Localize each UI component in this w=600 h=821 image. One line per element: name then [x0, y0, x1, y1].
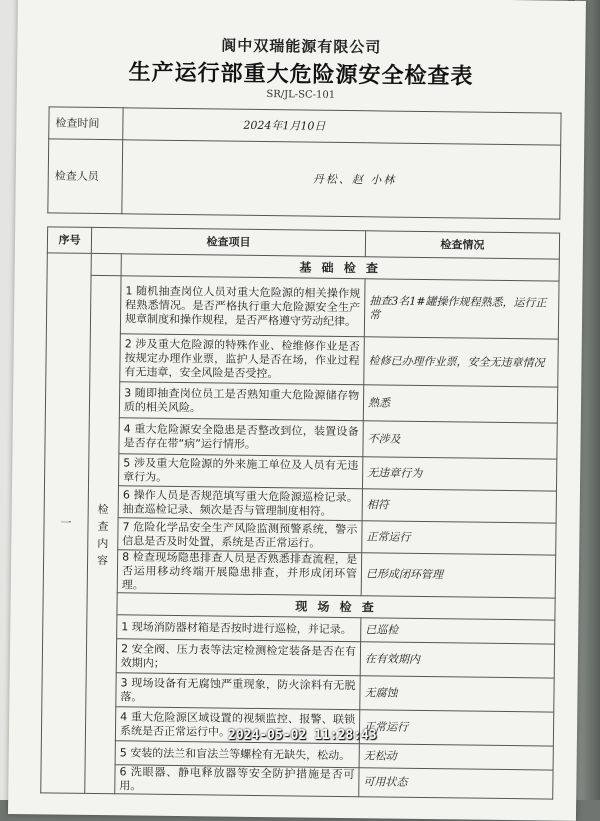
item-text: 2 安全阀、压力表等法定检测检定装备是否在有效期内； [116, 639, 360, 676]
item-result: 相符 [362, 489, 556, 523]
item-result: 正常运行 [362, 521, 556, 555]
table-row [41, 764, 553, 799]
item-result: 已巡检 [361, 618, 555, 644]
item-text: 3 随即抽查岗位员工是否熟知重大危险源储存物质的相关风险。 [119, 382, 363, 421]
inspectors-row [48, 139, 561, 219]
col-item-header: 检查项目 [91, 227, 365, 256]
item-result: 正常运行 [359, 710, 553, 746]
item-result: 抽查3名1#罐操作规程熟悉，运行正常 [364, 279, 559, 339]
item-result: 已形成闭环管理 [361, 553, 556, 598]
table-row [46, 333, 559, 387]
item-text: 6 操作人员是否规范填写重大危险源巡检记录。抽查巡检记录、频次是否与管理制度相符。 [118, 486, 362, 521]
item-text: 2 涉及重大危险源的特殊作业、检维修作业是否按规定办理作业票，监护人是否在场，作业过程有无违章，安全风险是否受控。 [120, 334, 365, 385]
inspectors-signature: 丹松、赵 小林 [122, 140, 561, 219]
item-text: 5 涉及重大危险源的外来施工单位及人员有无违章行为。 [118, 454, 362, 489]
form-title: 生产运行部重大危险源安全检查表 [128, 60, 474, 90]
table-row [43, 549, 555, 598]
table-row [45, 381, 557, 423]
item-text: 6 洗眼器、静电释放器等安全防护措施是否可用。 [115, 765, 359, 797]
inspection-time-label: 检查时间 [49, 107, 123, 140]
item-text: 7 危险化学品安全生产风险监测预警系统，警示信息是否及时处置，系统是否正常运行。 [118, 518, 362, 553]
table-row [46, 275, 559, 339]
inspection-table [40, 106, 561, 799]
item-text: 1 随机抽查岗位人员对重大危险源的相关操作规程熟悉情况。是否严格执行重大危险源安全生产规章制度和操作规程，是否严格遵守劳动纪律。 [120, 276, 365, 337]
item-text: 8 检查现场隐患排查人员是否熟悉排查流程，是否运用移动终端开展隐患排查，并形成闭环管理。 [117, 550, 362, 596]
item-text: 5 安装的法兰和盲法兰等螺栓有无缺失，松动。 [115, 741, 359, 768]
table-row [45, 417, 557, 459]
item-text: 1 现场消防器材箱是否按时进行巡检，并记录。 [117, 615, 361, 642]
item-result: 不涉及 [363, 421, 557, 459]
form-code: SR/JL-SC-101 [266, 89, 336, 101]
col-result-header: 检查情况 [365, 231, 559, 259]
group-number: 一 [41, 253, 92, 793]
item-result: 在有效期内 [360, 642, 554, 678]
company-name: 阆中双瑞能源有限公司 [221, 36, 382, 57]
item-result: 无松动 [359, 744, 553, 770]
inspection-time-value: 2024年1月10日 [123, 108, 561, 145]
col-no-header: 序号 [47, 227, 91, 254]
section-title-basic: 基 础 检 查 [121, 254, 559, 281]
item-result: 无腐蚀 [360, 676, 554, 712]
inspection-form-page [8, 0, 586, 821]
inspectors-label: 检查人员 [48, 139, 123, 214]
item-text: 3 现场设备有无腐蚀严重现象，防火涂料有无脱落。 [116, 673, 360, 710]
item-result: 熟悉 [363, 385, 557, 423]
photo-timestamp: 2024-05-02 11:28:43 [228, 728, 377, 743]
item-result: 检修已办理作业票，安全无违章情况 [364, 337, 559, 387]
section-title-onsite: 现 场 检 查 [117, 593, 555, 620]
item-result: 可用状态 [359, 768, 553, 799]
item-result: 无违章行为 [362, 457, 556, 491]
item-text: 4 重大危险源区域设置的视频监控、报警、联锁系统是否正常运行中。 [115, 707, 359, 744]
group-label-text: 检查内容 [97, 502, 109, 567]
item-text: 4 重大危险源安全隐患是否整改到位，装置设备是否存在带“病”运行情形。 [119, 418, 363, 457]
